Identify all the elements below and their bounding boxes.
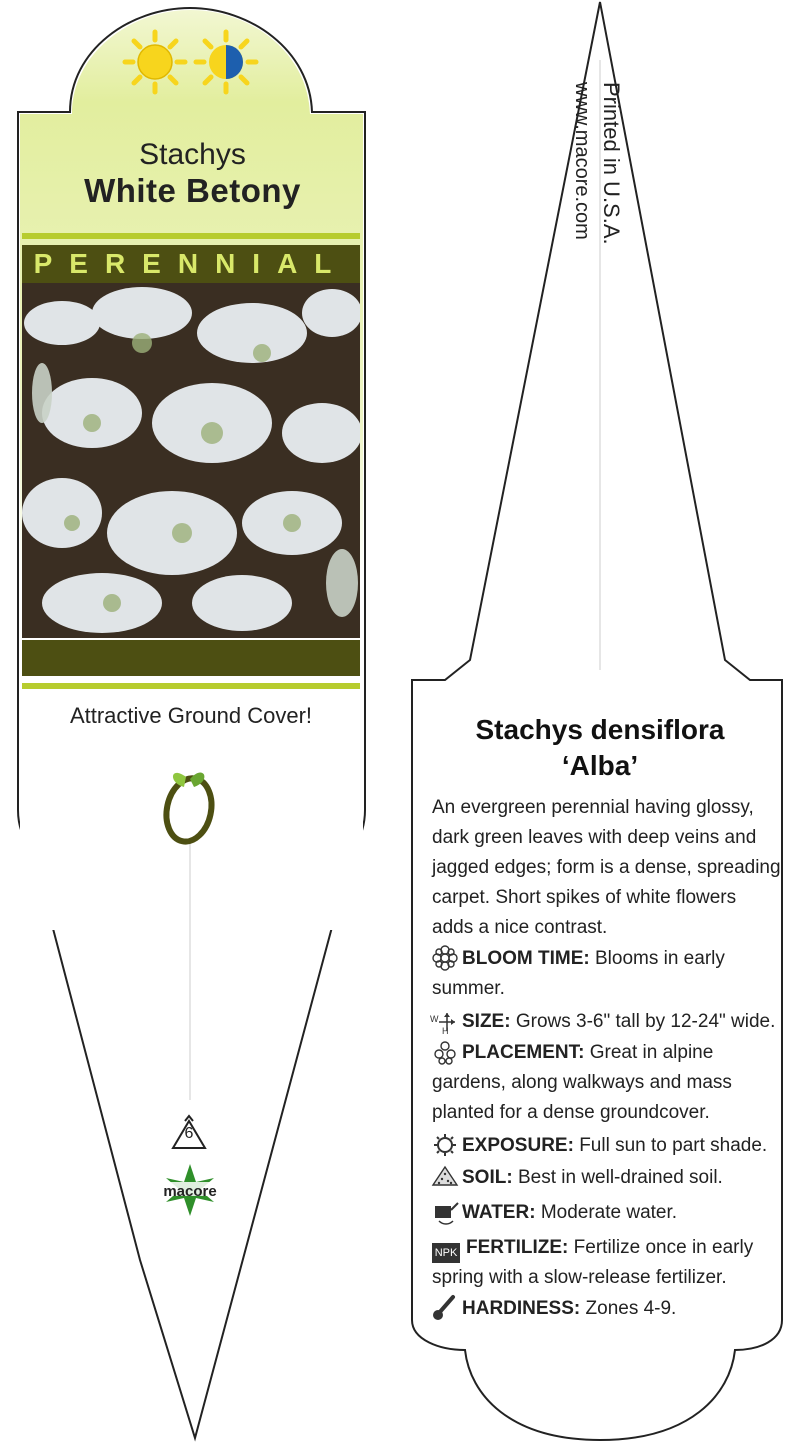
attr-soil: [432, 1163, 782, 1193]
attr-value: Great in alpine gardens, along walkways and mass planted for a dense groundcover.: [432, 1042, 732, 1123]
attr-label: EXPOSURE:: [462, 1135, 574, 1156]
plant-photo-art: [22, 283, 360, 638]
full-sun-icon: [125, 32, 185, 92]
attr-value: Full sun to part shade.: [579, 1135, 768, 1156]
attr-label: FERTILIZE:: [466, 1237, 569, 1258]
website-label: www.macore.com: [571, 82, 593, 240]
scientific-name-line1: Stachys densiflora: [475, 714, 725, 745]
tagline: Attractive Ground Cover!: [69, 703, 313, 728]
attr-size: [432, 1007, 782, 1037]
attr-value: Grows 3-6" tall by 12-24" wide.: [515, 1011, 776, 1032]
attr-exposure: [432, 1131, 782, 1161]
attr-label: SOIL:: [462, 1167, 513, 1188]
attr-label: PLACEMENT:: [462, 1042, 585, 1063]
attr-label: SIZE:: [462, 1011, 511, 1032]
attr-value: Best in well-drained soil.: [517, 1167, 723, 1188]
accent-line-top: [22, 233, 360, 239]
attr-label: HARDINESS:: [462, 1298, 581, 1319]
attr-value: Fertilize once in early spring with a slow-release fertilizer.: [432, 1237, 754, 1288]
recycle-code: 6: [184, 1125, 194, 1142]
attr-water: [432, 1198, 782, 1228]
attr-bloom-time: [432, 944, 782, 1004]
npk-icon: NPK: [432, 1243, 460, 1263]
photo-bottom-band: [22, 640, 360, 676]
attr-hardiness: [432, 1294, 782, 1324]
brand-name: macore: [163, 1183, 217, 1200]
size-h-label: H: [442, 1026, 449, 1036]
attr-value: Blooms in early summer.: [432, 948, 725, 999]
attr-placement: [432, 1038, 782, 1128]
attr-fertilize: [432, 1233, 782, 1293]
printed-in-label: Printed in U.S.A.: [599, 82, 624, 245]
plant-photo: [22, 283, 360, 638]
plant-description: An evergreen perennial having glossy, dark green leaves with deep veins and jagged edges; form is a dense, spreading carpet. Short spikes of white flowers adds a nice contrast.: [432, 797, 781, 938]
scientific-name-line2: ‘Alba’: [561, 750, 639, 781]
attr-value: Zones 4-9.: [585, 1298, 677, 1319]
attr-label: WATER:: [462, 1202, 536, 1223]
common-name-line1: Stachys: [139, 138, 246, 171]
accent-line-bottom: [22, 683, 360, 689]
category-label: PERENNIAL: [33, 248, 349, 279]
size-w-label: W: [430, 1014, 439, 1024]
common-name-line2: White Betony: [84, 172, 301, 209]
attr-value: Moderate water.: [540, 1202, 678, 1223]
attr-label: BLOOM TIME:: [462, 948, 590, 969]
part-shade-icon: [196, 32, 256, 92]
